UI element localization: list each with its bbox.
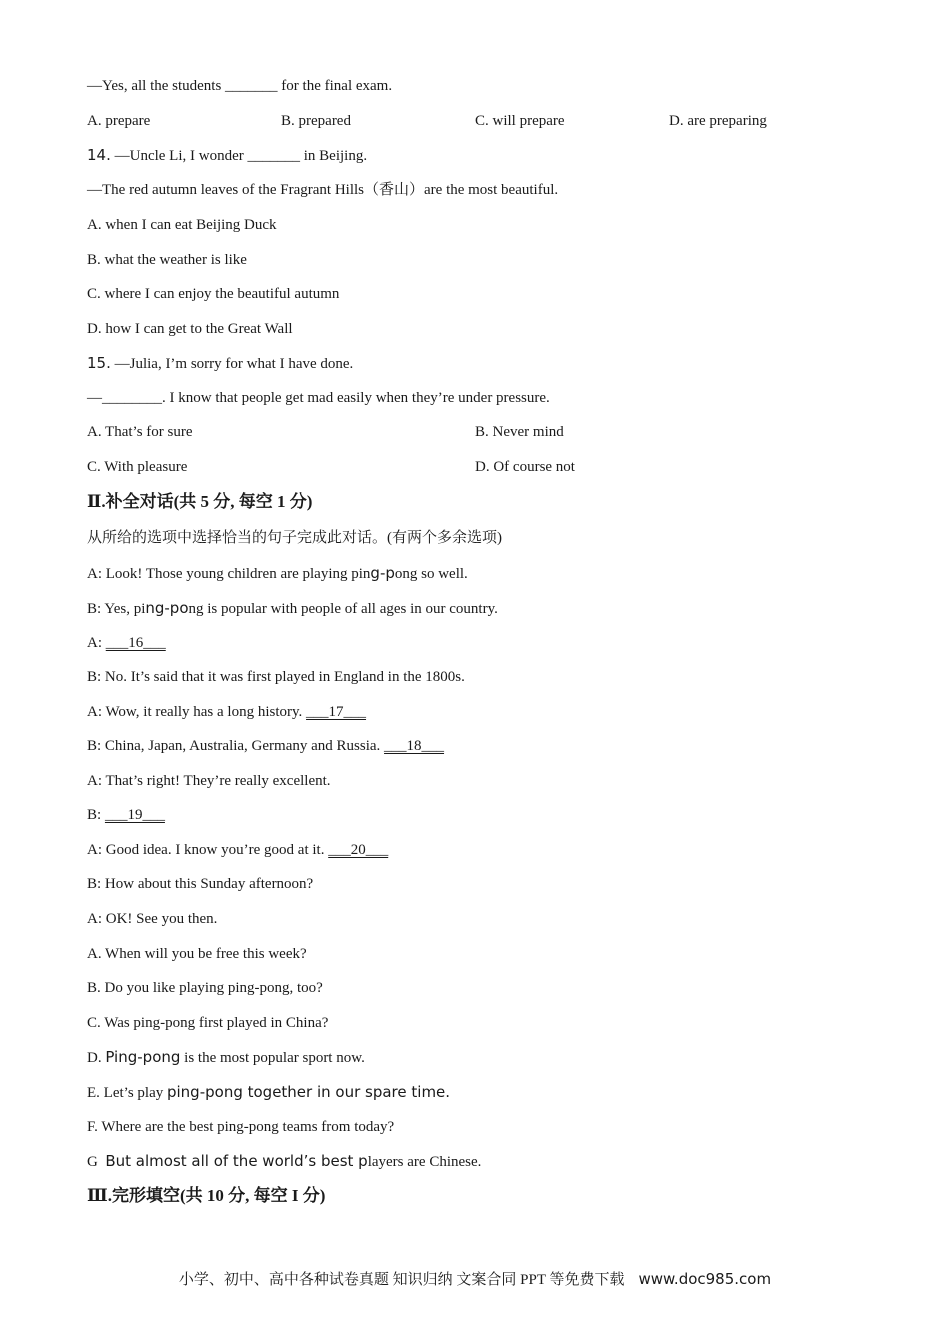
choice-d-sans: Ping-pong bbox=[105, 1048, 181, 1066]
q14-number: 14. bbox=[87, 146, 111, 164]
dialogue-line-5 bbox=[87, 702, 366, 722]
q13-response: —Yes, all the students _______ for the final exam. bbox=[87, 78, 393, 94]
dialogue-line-10: B: How about this Sunday afternoon? bbox=[87, 876, 314, 892]
q13-option-a: A. prepare bbox=[87, 113, 151, 129]
dialogue-line-1-post: ong so well. bbox=[394, 566, 468, 582]
q15-option-d: D. Of course not bbox=[475, 459, 575, 475]
choice-g bbox=[87, 1151, 481, 1172]
footer-text: 小学、初中、高中各种试卷真题 知识归纳 文案合同 PPT 等免费下载 bbox=[178, 1272, 625, 1288]
choice-c: C. Was ping-pong first played in China? bbox=[87, 1015, 329, 1031]
choice-b: B. Do you like playing ping-pong, too? bbox=[87, 980, 323, 996]
choice-g-pre: G bbox=[87, 1154, 106, 1170]
q14-stem bbox=[87, 145, 367, 166]
q13-option-d: D. are preparing bbox=[669, 113, 767, 129]
section-2-instruction: 从所给的选项中选择恰当的句子完成此对话。(有两个多余选项) bbox=[87, 530, 502, 546]
dialogue-line-11: A: OK! See you then. bbox=[87, 911, 218, 927]
dialogue-line-1-pre: A: Look! Those young children are playing pin bbox=[87, 566, 371, 582]
dialogue-line-2 bbox=[87, 598, 498, 619]
choice-g-post: layers are Chinese. bbox=[367, 1154, 482, 1170]
blank-18[interactable]: ___18___ bbox=[384, 738, 445, 754]
choice-d-pre: D. bbox=[87, 1050, 106, 1066]
dialogue-line-8-pre: B: bbox=[87, 807, 105, 823]
section-3-title: Ⅲ.完形填空(共 10 分, 每空 I 分) bbox=[87, 1186, 326, 1205]
dialogue-line-3 bbox=[87, 633, 166, 653]
section-2-title: Ⅱ.补全对话(共 5 分, 每空 1 分) bbox=[87, 492, 313, 511]
dialogue-line-7: A: That’s right! They’re really excellent. bbox=[87, 773, 331, 789]
choice-a: A. When will you be free this week? bbox=[87, 946, 307, 962]
q14-response: —The red autumn leaves of the Fragrant Hills（香山）are the most beautiful. bbox=[87, 182, 559, 198]
dialogue-line-4: B: No. It’s said that it was first played in England in the 1800s. bbox=[87, 669, 465, 685]
q15-stem bbox=[87, 353, 353, 374]
choice-f: F. Where are the best ping-pong teams from today? bbox=[87, 1119, 395, 1135]
page-footer bbox=[0, 1269, 950, 1290]
q15-option-a: A. That’s for sure bbox=[87, 424, 193, 440]
q13-option-b: B. prepared bbox=[281, 113, 351, 129]
choice-e bbox=[87, 1082, 450, 1103]
blank-16[interactable]: ___16___ bbox=[105, 635, 166, 651]
q14-option-d: D. how I can get to the Great Wall bbox=[87, 321, 293, 337]
choice-d-post: is the most popular sport now. bbox=[180, 1050, 365, 1066]
choice-g-sans: But almost all of the world’s best p bbox=[105, 1152, 368, 1170]
dialogue-line-5-pre: A: Wow, it really has a long history. bbox=[87, 704, 307, 720]
footer-url[interactable]: www.doc985.com bbox=[638, 1270, 772, 1288]
dialogue-line-1-sans: g-p bbox=[370, 564, 395, 582]
dialogue-line-9 bbox=[87, 840, 388, 860]
choice-e-sans: ping-pong together in our spare time. bbox=[166, 1083, 451, 1101]
dialogue-line-1 bbox=[87, 563, 468, 584]
blank-17[interactable]: ___17___ bbox=[306, 704, 367, 720]
q14-option-a: A. when I can eat Beijing Duck bbox=[87, 217, 277, 233]
dialogue-line-3-pre: A: bbox=[87, 635, 106, 651]
q15-option-b: B. Never mind bbox=[475, 424, 564, 440]
blank-20[interactable]: ___20___ bbox=[328, 842, 389, 858]
dialogue-line-8 bbox=[87, 805, 165, 825]
q14-option-c: C. where I can enjoy the beautiful autumn bbox=[87, 286, 340, 302]
dialogue-line-2-sans: ng-po bbox=[145, 599, 189, 617]
dialogue-line-6-pre: B: China, Japan, Australia, Germany and Russia. bbox=[87, 738, 385, 754]
q15-response: —________. I know that people get mad easily when they’re under pressure. bbox=[87, 390, 550, 406]
dialogue-line-9-pre: A: Good idea. I know you’re good at it. bbox=[87, 842, 329, 858]
choice-d bbox=[87, 1047, 365, 1068]
q14-stem-text: —Uncle Li, I wonder _______ in Beijing. bbox=[110, 148, 368, 164]
q15-option-c: C. With pleasure bbox=[87, 459, 188, 475]
dialogue-line-2-post: ng is popular with people of all ages in our country. bbox=[188, 601, 498, 617]
q13-option-c: C. will prepare bbox=[475, 113, 565, 129]
blank-19[interactable]: ___19___ bbox=[104, 807, 165, 823]
q15-stem-text: —Julia, I’m sorry for what I have done. bbox=[110, 356, 354, 372]
q15-number: 15. bbox=[87, 354, 111, 372]
dialogue-line-2-pre: B: Yes, pi bbox=[87, 601, 146, 617]
q14-option-b: B. what the weather is like bbox=[87, 252, 247, 268]
dialogue-line-6 bbox=[87, 736, 444, 756]
choice-e-pre: E. Let’s play bbox=[87, 1085, 167, 1101]
